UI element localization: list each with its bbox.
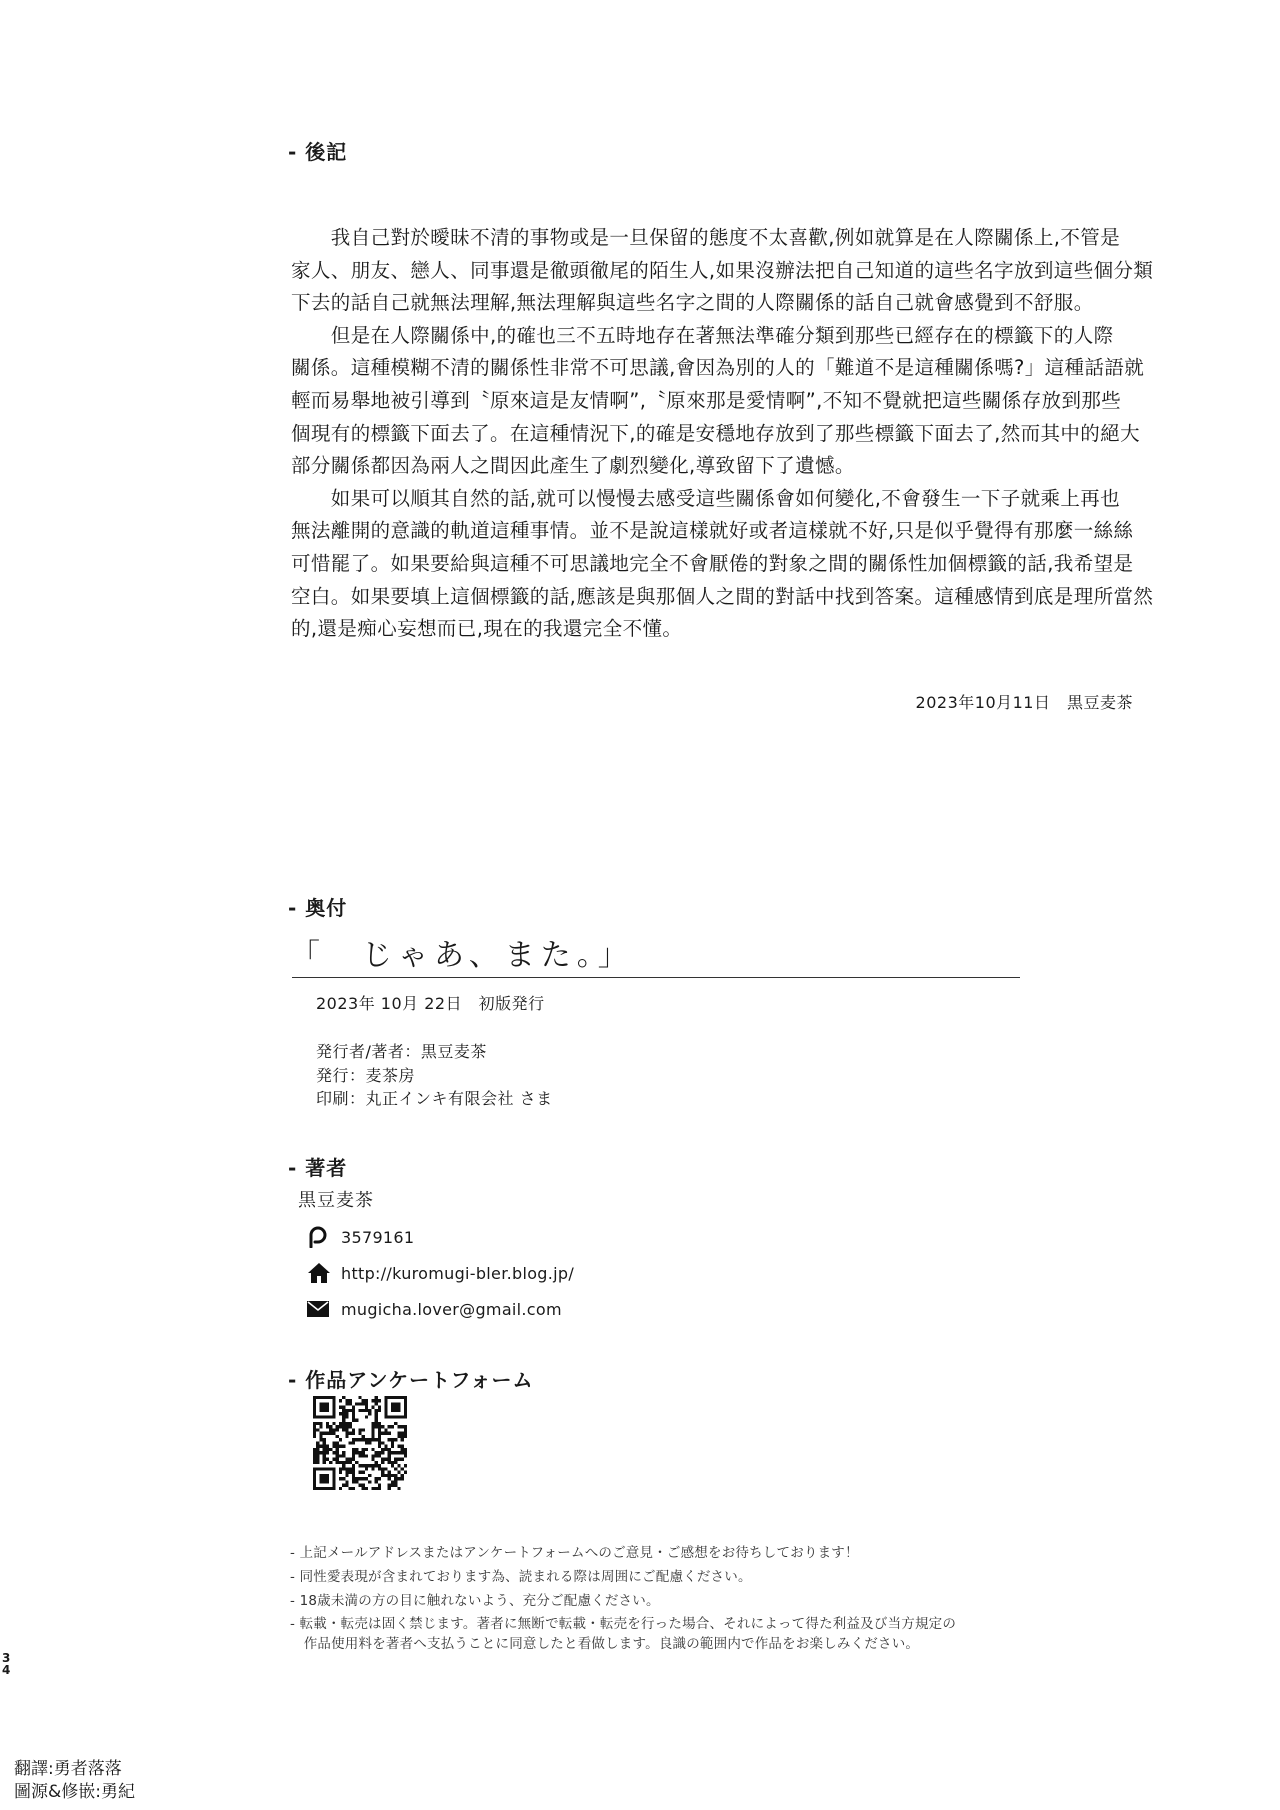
mail-icon <box>307 1298 333 1320</box>
pixiv-id[interactable]: 3579161 <box>341 1227 415 1247</box>
translation-credits <box>14 1758 135 1804</box>
text-line: 輕而易舉地被引導到〝原來這是友情啊”,〝原來那是愛情啊”,不知不覺就把這些關係存放到那些 <box>291 388 1122 412</box>
text-line: 無法離開的意識的軌道這種事情。並不是說這樣就好或者這樣就不好,只是似乎覺得有那麼一絲絲 <box>291 519 1134 543</box>
text-line: 部分關係都因為兩人之間因此產生了劇烈變化,導致留下了遺憾。 <box>291 454 855 478</box>
page-number-digit: 4 <box>2 1663 11 1677</box>
contact-row-pixiv <box>307 1226 907 1248</box>
text-line: 的,還是痴心妄想而已,現在的我還完全不懂。 <box>291 617 683 641</box>
page-number-digit: 3 <box>2 1651 11 1665</box>
email-link[interactable]: mugicha.lover@gmail.com <box>341 1299 562 1319</box>
page-number <box>2 1652 10 1676</box>
contact-row-mail <box>307 1298 907 1320</box>
survey-qr-code[interactable] <box>313 1396 407 1490</box>
text-line: 個現有的標籤下面去了。在這種情況下,的確是安穩地存放到了那些標籤下面去了,然而其中的絕大 <box>291 421 1140 445</box>
note-line: - 転載・転売は固く禁じます。著者に無断で転載・転売を行った場合、それによって得た利益及び当方規定の <box>290 1616 957 1633</box>
afterword-heading: - 後記 <box>288 140 348 164</box>
survey-heading: - 作品アンケートフォーム <box>288 1368 534 1392</box>
credit-line: 圖源&修嵌:勇紀 <box>14 1782 135 1802</box>
publisher-line: 発行：麦茶房 <box>316 1065 416 1085</box>
publisher-line: 発行者/著者：黒豆麦茶 <box>316 1042 487 1061</box>
note-line: 作品使用料を著者へ支払うことに同意したと看做します。良識の範囲内で作品をお楽しみください。 <box>290 1636 920 1653</box>
book-title: 「 じゃあ、また。」 <box>290 938 634 973</box>
text-line: 但是在人際關係中,的確也三不五時地存在著無法準確分類到那些已經存在的標籤下的人際 <box>291 323 1114 347</box>
text-line: 下去的話自己就無法理解,無法理解與這些名字之間的人際關係的話自己就會感覺到不舒服。 <box>291 291 1094 315</box>
text-line: 我自己對於曖昧不清的事物或是一旦保留的態度不太喜歡,例如就算是在人際關係上,不管是 <box>291 226 1121 249</box>
author-heading: - 著者 <box>288 1156 348 1180</box>
home-icon <box>307 1262 333 1284</box>
text-line: 空白。如果要填上這個標籤的話,應該是與那個人之間的對話中找到答案。這種感情到底是理所當然 <box>291 584 1154 608</box>
blog-link[interactable]: http://kuromugi-bler.blog.jp/ <box>341 1263 575 1283</box>
contact-row-home <box>307 1262 907 1284</box>
publisher-line: 印刷：丸正インキ有限会社 さま <box>316 1089 553 1108</box>
notes-block <box>290 1542 956 1657</box>
pixiv-icon <box>307 1226 333 1248</box>
afterword-body <box>291 222 1153 646</box>
colophon-heading: - 奥付 <box>288 896 348 920</box>
text-line: 家人、朋友、戀人、同事還是徹頭徹尾的陌生人,如果沒辦法把自己知道的這些名字放到這些個分類 <box>291 258 1154 282</box>
text-line: 可惜罷了。如果要給與這種不可思議地完全不會厭倦的對象之間的關係性加個標籤的話,我希望是 <box>291 551 1134 575</box>
paragraph-2 <box>291 320 1153 483</box>
author-contacts <box>307 1226 907 1320</box>
publication-date: 2023年 10月 22日 初版発行 <box>316 994 545 1013</box>
title-rule <box>292 977 1020 978</box>
note-line: - 同性愛表現が含まれております為、読まれる際は周囲にご配慮ください。 <box>290 1568 752 1585</box>
afterword-signature: 2023年10月11日 黒豆麦茶 <box>915 693 1133 712</box>
credit-line: 翻譯:勇者落落 <box>14 1759 122 1779</box>
paragraph-3 <box>291 483 1153 646</box>
publisher-info <box>316 1040 553 1111</box>
note-line: - 18歳未満の方の目に触れないよう、充分ご配慮ください。 <box>290 1592 660 1609</box>
author-name: 黒豆麦茶 <box>298 1190 374 1211</box>
note-line: - 上記メールアドレスまたはアンケートフォームへのご意見・ご感想をお待ちしております！ <box>290 1545 859 1561</box>
text-line: 關係。這種模糊不清的關係性非常不可思議,會因為別的人的「難道不是這種關係嗎?」這種話語就 <box>291 356 1145 380</box>
text-line: 如果可以順其自然的話,就可以慢慢去感受這些關係會如何變化,不會發生一下子就乘上再也 <box>291 486 1121 510</box>
paragraph-1 <box>291 222 1153 320</box>
